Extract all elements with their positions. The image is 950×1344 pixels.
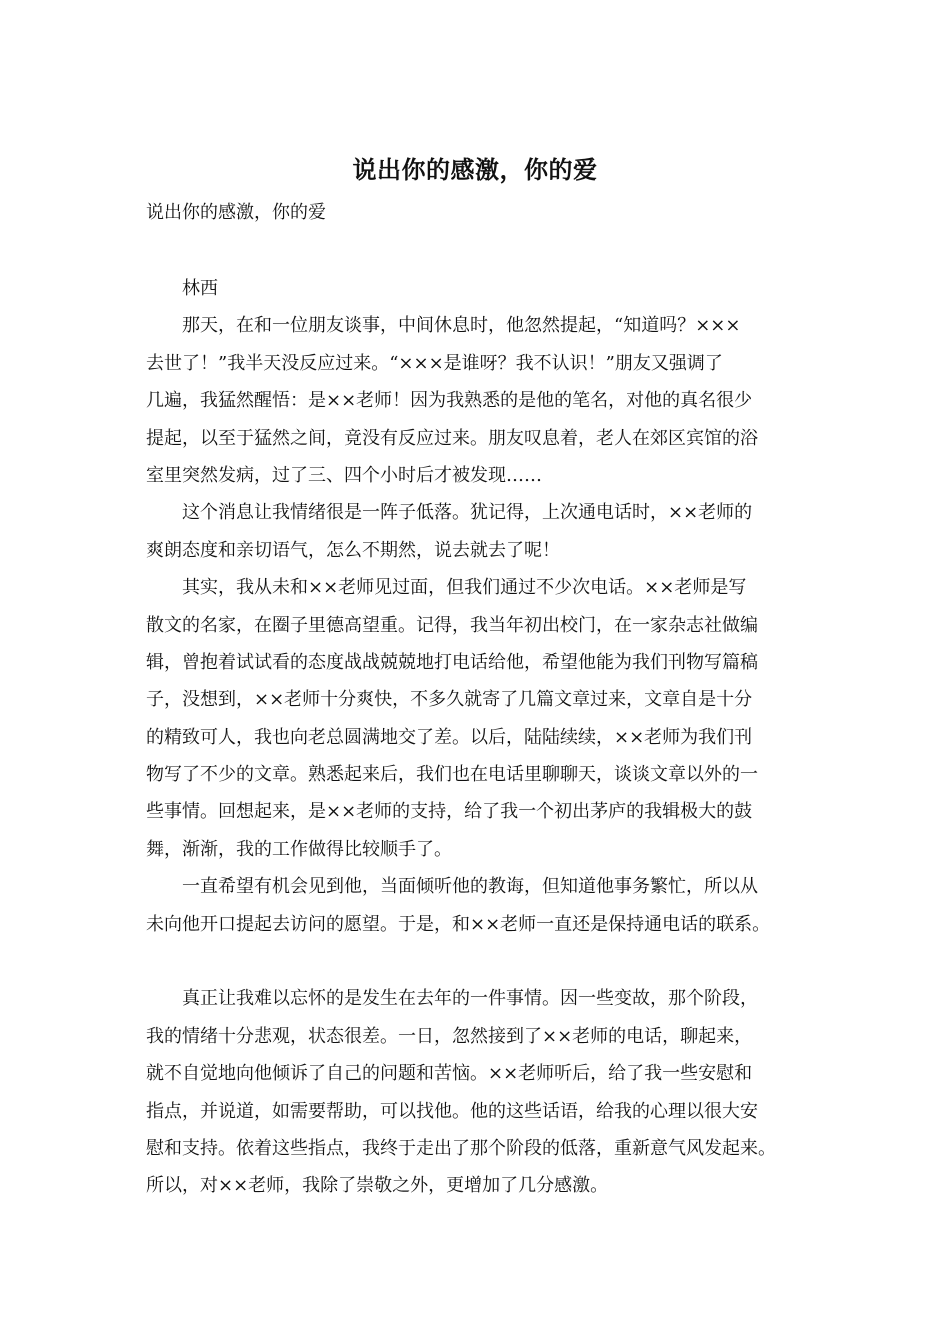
paragraph-line: 散文的名家，在圈子里德高望重。记得，我当年初出校门，在一家杂志社做编 [146, 614, 758, 636]
paragraph-line: 些事情。回想起来，是××老师的支持，给了我一个初出茅庐的我辑极大的鼓 [146, 801, 753, 823]
paragraph-line: 几遍，我猛然醒悟：是××老师！因为我熟悉的是他的笔名，对他的真名很少 [146, 390, 753, 412]
document-subtitle: 说出你的感激，你的爱 [146, 202, 326, 223]
paragraph-line: 提起，以至于猛然之间，竟没有反应过来。朋友叹息着，老人在郊区宾馆的浴 [146, 427, 758, 449]
paragraph-line: 所以，对××老师，我除了崇敬之外，更增加了几分感激。 [146, 1175, 609, 1197]
paragraph-line: 的精致可人，我也向老总圆满地交了差。以后，陆陆续续，××老师为我们刊 [146, 726, 753, 748]
paragraph-line: 那天，在和一位朋友谈事，中间休息时，他忽然提起，“知道吗？××× [182, 315, 741, 337]
paragraph-line: 就不自觉地向他倾诉了自己的问题和苦恼。××老师听后，给了我一些安慰和 [146, 1063, 753, 1085]
paragraph-3 [146, 569, 822, 868]
paragraph-line: 辑，曾抱着试试看的态度战战兢兢地打电话给他，希望他能为我们刊物写篇稿 [146, 651, 758, 673]
paragraph-5 [146, 980, 822, 1204]
paragraph-4 [146, 868, 822, 943]
document-body [146, 270, 822, 1205]
paragraph-line: 物写了不少的文章。熟悉起来后，我们也在电话里聊聊天，谈谈文章以外的一 [146, 764, 758, 786]
paragraph-1 [146, 307, 822, 494]
paragraph-line: 室里突然发病，过了三、四个小时后才被发现…… [146, 464, 542, 486]
paragraph-gap [146, 943, 822, 980]
paragraph-2 [146, 494, 822, 569]
paragraph-line: 真正让我难以忘怀的是发生在去年的一件事情。因一些变故，那个阶段， [182, 988, 758, 1010]
paragraph-line: 一直希望有机会见到他，当面倾听他的教诲，但知道他事务繁忙，所以从 [182, 876, 758, 898]
paragraph-line: 爽朗态度和亲切语气，怎么不期然，说去就去了呢！ [146, 539, 560, 561]
paragraph-line: 指点，并说道，如需要帮助，可以找他。他的这些话语，给我的心理以很大安 [146, 1100, 758, 1122]
paragraph-line: 这个消息让我情绪很是一阵子低落。犹记得，上次通电话时，××老师的 [182, 502, 753, 524]
paragraph-line: 我的情绪十分悲观，状态很差。一日，忽然接到了××老师的电话，聊起来， [146, 1025, 753, 1047]
paragraph-line: 未向他开口提起去访问的愿望。于是，和××老师一直还是保持通电话的联系。 [146, 913, 771, 935]
paragraph-line: 子，没想到，××老师十分爽快，不多久就寄了几篇文章过来，文章自是十分 [146, 689, 753, 711]
paragraph-line: 去世了！”我半天没反应过来。“×××是谁呀？我不认识！”朋友又强调了 [146, 352, 723, 374]
paragraph-line: 其实，我从未和××老师见过面，但我们通过不少次电话。××老师是写 [182, 577, 747, 599]
document-title: 说出你的感激，你的爱 [352, 155, 598, 184]
paragraph-line: 慰和支持。依着这些指点，我终于走出了那个阶段的低落，重新意气风发起来。 [146, 1137, 776, 1159]
author-name: 林西 [182, 278, 218, 299]
paragraph-line: 舞，渐渐，我的工作做得比较顺手了。 [146, 838, 452, 860]
